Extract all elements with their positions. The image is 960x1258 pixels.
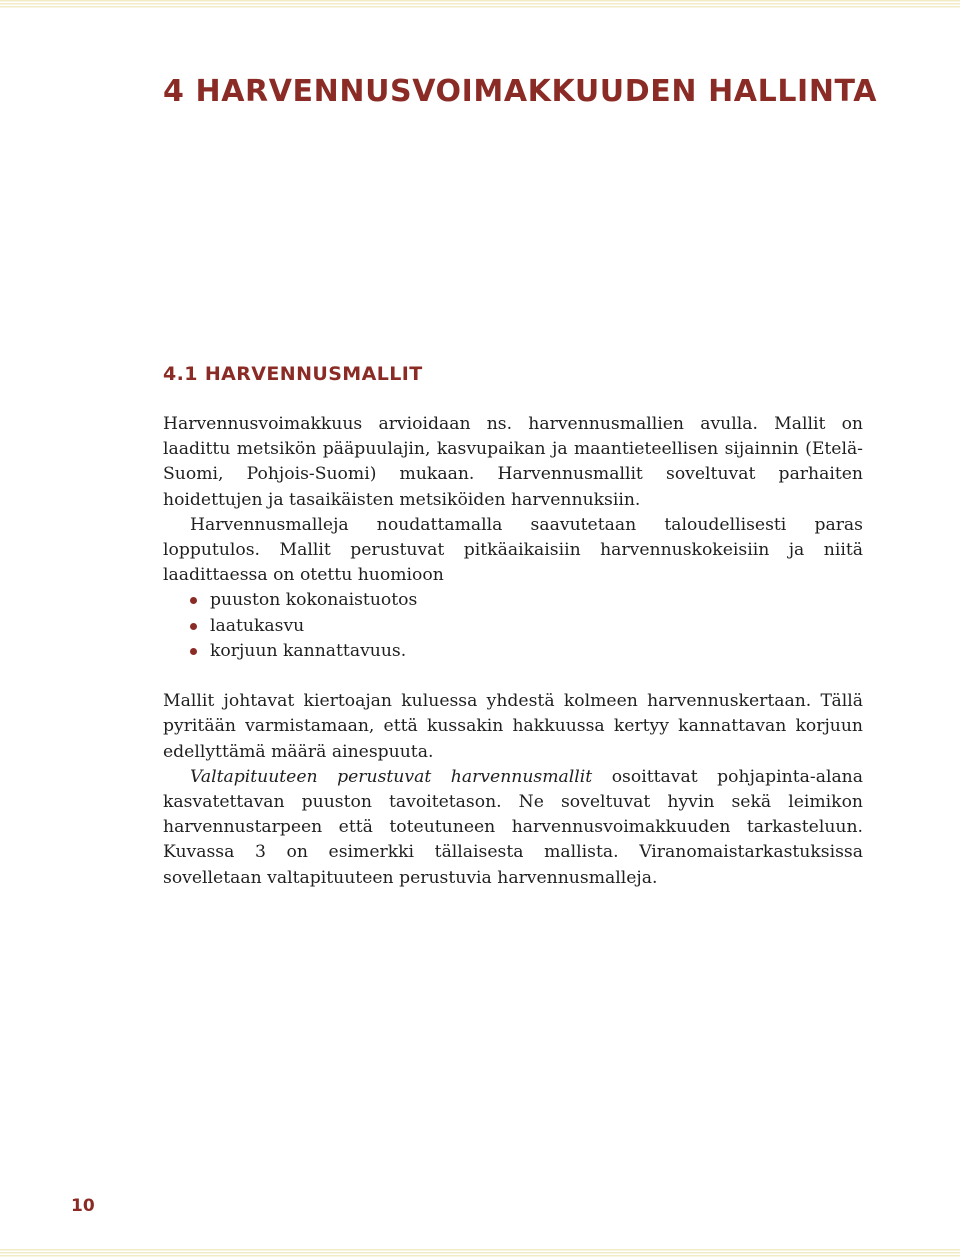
paragraph-rotation: Mallit johtavat kiertoajan kuluessa yhdestä kolmeen harvennuskertaan. Tällä pyritään varmistamaan, että kussakin hakkuussa kertyy kannattavan korjuun edellyttämä määrä ainespuuta. [163,691,863,762]
body-text [163,412,863,891]
bullet-dot-icon [190,597,197,604]
list-item [163,588,863,613]
bottom-decorative-stripe [0,1249,960,1258]
bullet-dot-icon [190,648,197,655]
list-item-text: korjuun kannattavuus. [210,640,407,661]
paragraph-basis: Harvennusmalleja noudattamalla saavutetaan taloudellisesti paras lopputulos. Mallit perustuvat pitkäaikaisiin harvennuskokeisiin ja niitä laadittaessa on otettu huomioon [163,514,863,586]
list-item-text: puuston kokonaistuotos [210,590,418,611]
considerations-list [163,588,863,664]
list-item [163,639,863,664]
italic-term: Valtapituuteen perustuvat harvennusmallit [190,766,593,787]
paragraph-models-text: osoittavat pohjapinta-alana kasvatettavan puuston tavoitetason. Ne soveltuvat hyvin sekä leimikon harvennustarpeen että toteutuneen harvennusvoimakkuuden tarkasteluun. Kuvassa 3 on esimerkki tällaisesta mallista. Viranomaistarkastuksissa sovelletaan valtapituuteen perustuvia harvennusmalleja. [163,766,864,888]
paragraph-intro: Harvennusvoimakkuus arvioidaan ns. harvennusmallien avulla. Mallit on laadittu metsikön pääpuulajin, kasvupaikan ja maantieteellisen sijainnin (Etelä-Suomi, Pohjois-Suomi) mukaan. Harvennusmallit soveltuvat parhaiten hoidettujen ja tasaikäisten metsiköiden harvennuksiin. [163,414,863,510]
list-item-text: laatukasvu [210,615,305,636]
page-number: 10 [71,1196,95,1216]
chapter-title: 4 HARVENNUSVOIMAKKUUDEN HALLINTA [163,74,878,109]
bullet-dot-icon [190,623,197,630]
paragraph-models [163,765,863,891]
list-item [163,614,863,639]
top-decorative-stripe [0,0,960,9]
section-title: 4.1 HARVENNUSMALLIT [163,363,423,385]
